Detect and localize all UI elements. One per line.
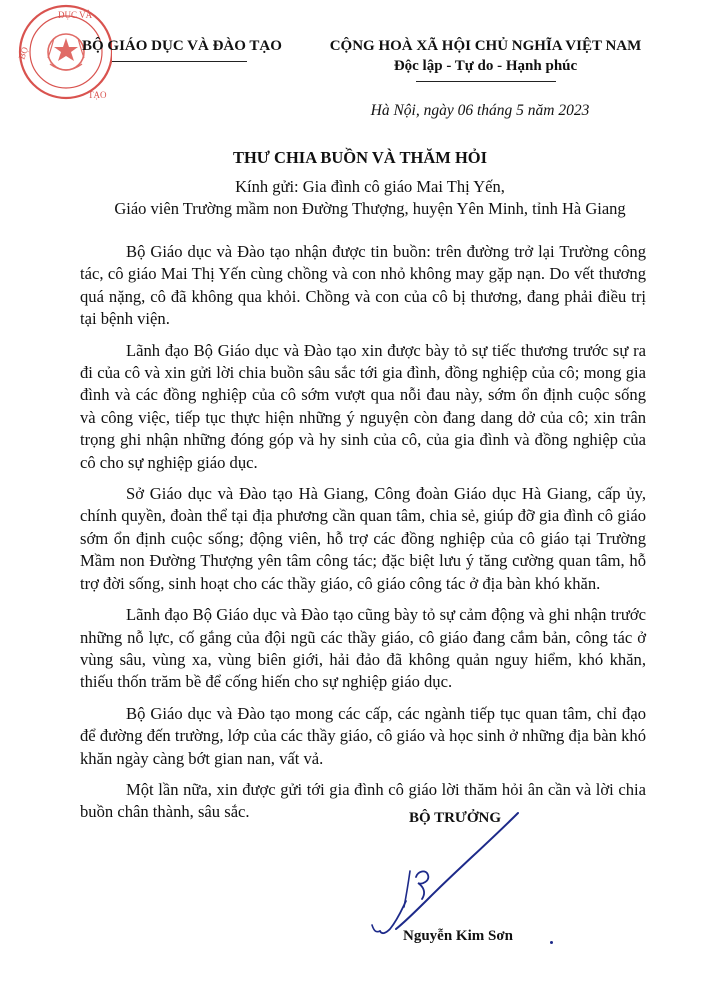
seal-top-text: DỤC VÀ xyxy=(58,10,93,20)
ink-dot xyxy=(550,941,553,944)
paragraph: Lãnh đạo Bộ Giáo dục và Đào tạo cũng bày tỏ sự cảm động và ghi nhận trước những nỗ lực, cố gắng của đội ngũ các thầy giáo, cô giáo đang cắm bản, công tác ở vùng sâu, vùng xa, vùng biên giới, hải đảo đã không quản nguy hiểm, khó khăn, thiếu thốn trăm bề để cống hiến cho sự nghiệp giáo dục. xyxy=(80,605,646,692)
ministry-underline xyxy=(112,61,247,62)
motto-underline xyxy=(416,81,556,82)
national-title: CỘNG HOÀ XÃ HỘI CHỦ NGHĨA VIỆT NAM xyxy=(329,38,642,54)
paragraph: Một lần nữa, xin được gửi tới gia đình cô giáo lời thăm hỏi ân cần và lời chia buồn chân thành, sâu sắc. xyxy=(80,779,646,822)
ministry-name: BỘ GIÁO DỤC VÀ ĐÀO TẠO xyxy=(82,38,282,54)
place-date: Hà Nội, ngày 06 tháng 5 năm 2023 xyxy=(370,102,590,119)
paragraph: Lãnh đạo Bộ Giáo dục và Đào tạo xin được bày tỏ sự tiếc thương trước sự ra đi của cô và xin gửi lời chia buồn sâu sắc tới gia đình, đồng nghiệp của cô; mong gia đình và các đồng nghiệp của cô sớm vượt qua nỗi đau này, sớm ổn định cuộc sống và công việc, tiếp tục thực hiện những ý nguyện còn đang dang dở của cô; xin trân trọng ghi nhận những đóng góp và hy sinh của cô, của gia đình và đồng nghiệp của cô cho sự nghiệp giáo dục. xyxy=(80,340,646,472)
seal-bottom-text: TẠO xyxy=(88,90,107,100)
national-motto: Độc lập - Tự do - Hạnh phúc xyxy=(393,58,578,74)
paragraph: Bộ Giáo dục và Đào tạo nhận được tin buồn: trên đường trở lại Trường công tác, cô giáo Mai Thị Yến cùng chồng và con nhỏ không may gặp nạn. Do vết thương quá nặng, cô đã không qua khỏi. Chồng và con của cô bị thương, đang phải điều trị tại bệnh viện. xyxy=(80,242,646,329)
recipient-line-1: Kính gửi: Gia đình cô giáo Mai Thị Yến, xyxy=(235,177,505,196)
signer-name: Nguyễn Kim Sơn xyxy=(403,928,513,944)
recipient-line-2: Giáo viên Trường mầm non Đường Thượng, huyện Yên Minh, tỉnh Hà Giang xyxy=(114,199,626,218)
signer-title: BỘ TRƯỞNG xyxy=(408,810,502,826)
handwritten-signature xyxy=(360,805,530,940)
document-title: THƯ CHIA BUỒN VÀ THĂM HỎI xyxy=(232,148,488,167)
paragraph: Bộ Giáo dục và Đào tạo mong các cấp, các ngành tiếp tục quan tâm, chỉ đạo để đường đến trường, lớp của các thầy giáo, cô giáo và học sinh ở những địa bàn khó khăn ngày càng bớt gian nan, vất vả. xyxy=(80,703,646,768)
seal-side-text: BỘ xyxy=(16,45,31,61)
paragraph: Sở Giáo dục và Đào tạo Hà Giang, Công đoàn Giáo dục Hà Giang, cấp ủy, chính quyền, đoàn thể tại địa phương cần quan tâm, chia sẻ, giúp đỡ gia đình cô giáo sớm ổn định cuộc sống; động viên, hỗ trợ các đồng nghiệp của cô giáo tại Trường Mầm non Đường Thượng yên tâm công tác; đặc biệt lưu ý tăng cường quan tâm, hỗ trợ đời sống, sinh hoạt cho các thầy giáo, cô giáo công tác ở địa bàn khó khăn. xyxy=(80,484,646,593)
letter-body xyxy=(80,241,646,833)
